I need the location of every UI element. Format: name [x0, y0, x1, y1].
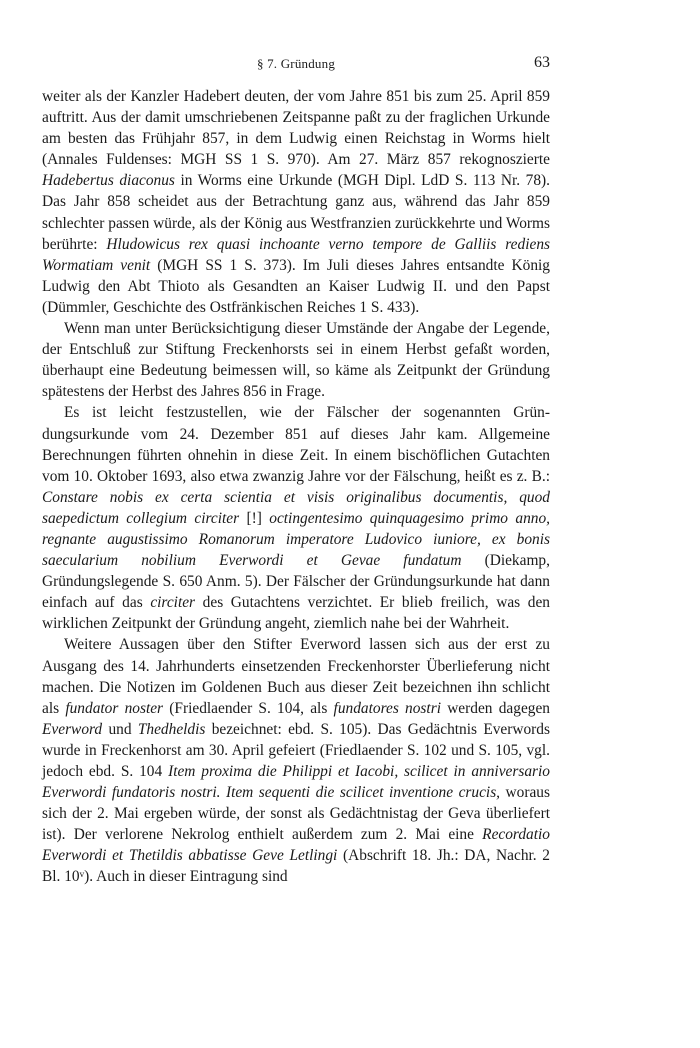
- italic-text-segment: fundatores nostri: [333, 699, 441, 717]
- italic-text-segment: Recordatio Everwordi et Thetildis abbatisse Geve Letlingi: [42, 826, 550, 865]
- text-segment: (Friedlaender S. 104, als: [163, 699, 334, 717]
- italic-text-segment: Constare nobis ex certa scientia et visis originalibus documentis, quod saepedictum collegium circiter: [42, 488, 550, 527]
- text-segment: bezeichnet: ebd. S. 105). Das Gedächtnis Everwords wurde in Freckenhorst am 30. April gefeiert (Friedlaender S. 102 und S. 105, vgl. jedoch ebd. S. 104: [42, 720, 550, 780]
- text-segment: Es ist leicht festzustellen, wie der Fälscher der sogenannten Gründungsurkunde vom 24. Dezember 851 auf dieses Jahr kam. Allgemeine Berechnungen führten ohnehin in diese Zeit. In einem bischöflichen Gutachten vom 10. Oktober 1693, also etwa zwanzig Jahre vor der Fälschung, heißt es z. B.:: [42, 404, 550, 485]
- text-segment: (MGH SS 1 S. 373). Im Juli dieses Jahres entsandte König Ludwig den Abt Thioto als Gesandten an Kaiser Ludwig II. und den Papst (Dümmler, Geschichte des Ostfränkischen Reiches 1 S. 433).: [42, 256, 550, 316]
- italic-text-segment: Everword: [42, 720, 103, 738]
- text-segment: werden dagegen: [440, 699, 550, 717]
- italic-text-segment: Item proxima die Philippi et Iacobi, scilicet in anniversario Everwordi fundatoris nostri. Item sequenti die scilicet inventione crucis,: [42, 763, 550, 802]
- section-title: § 7. Gründung: [256, 56, 336, 71]
- italic-text-segment: circiter: [150, 594, 196, 612]
- running-header: [42, 54, 550, 74]
- italic-text-segment: octingentesimo quinquagesimo primo anno, regnante augustissimo Romanorum imperatore Ludovico iuniore, ex bonis saecularium nobilium Everwordi et Gevae fundatum: [42, 509, 551, 570]
- body-text: [42, 86, 550, 888]
- paragraph: [42, 634, 550, 887]
- text-segment: woraus sich der 2. Mai ergeben würde, der sonst als Gedächtnistag der Geva überliefert ist). Der verlorene Nekrolog enthielt außerdem zum 2. Mai eine: [42, 784, 550, 844]
- text-segment: (Diekamp, Gründungslegende S. 650 Anm. 5). Der Fälscher der Gründungsurkunde hat dann einfach auf das: [42, 552, 550, 612]
- text-segment: Weitere Aussagen über den Stifter Everword lassen sich aus der erst zu Ausgang des 14. Jahrhunderts einsetzenden Freckenhorster Überlieferung nicht machen. Die Notizen im Goldenen Buch aus dieser Zeit bezeichnen ihn schlicht als: [42, 636, 550, 717]
- text-segment: des Gutachtens verzichtet. Er blieb freilich, was den wirklichen Zeitpunkt der Gründung angeht, ziemlich nahe bei der Wahrheit.: [42, 594, 550, 633]
- text-segment: und: [102, 720, 138, 738]
- italic-text-segment: Thedheldis: [137, 720, 206, 738]
- text-segment: [!]: [239, 509, 270, 527]
- paragraph: [42, 318, 550, 402]
- text-segment: weiter als der Kanzler Hadebert deuten, der vom Jahre 851 bis zum 25. April 859 auftritt. Aus der damit umschriebenen Zeitspanne paßt zu der fraglichen Urkunde am besten das Frühjahr 857, in dem Ludwig einen Reichstag in Worms hielt (Annales Fuldenses: MGH SS 1 S. 970). Am 27. März 857 rekognoszierte: [42, 88, 550, 169]
- paragraph: [42, 402, 550, 634]
- italic-text-segment: Hludowicus rex quasi inchoante verno tempore de Galliis rediens Wormatiam venit: [42, 235, 550, 274]
- text-segment: Wenn man unter Berücksichtigung dieser Umstände der Angabe der Legende, der Entschluß zur Stiftung Freckenhorsts sei in einem Herbst gefaßt worden, überhaupt eine Bedeutung beimessen will, so käme als Zeitpunkt der Gründung spätestens der Herbst des Jahres 856 in Frage.: [42, 320, 550, 401]
- text-segment: in Worms eine Urkunde (MGH Dipl. LdD S. 113 Nr. 78). Das Jahr 858 scheidet aus der Betrachtung ganz aus, während das Jahr 859 schlechter passen würde, als der König aus Westfranzien zurückkehrte und Worms berührte:: [42, 172, 551, 253]
- text-segment: (Abschrift 18. Jh.: DA, Nachr. 2 Bl. 10ᵛ). Auch in dieser Eintragung sind: [42, 847, 550, 886]
- italic-text-segment: Hadebertus diaconus: [42, 172, 175, 190]
- page-number: 63: [534, 54, 550, 71]
- italic-text-segment: fundator noster: [65, 699, 164, 717]
- paragraph: [42, 86, 550, 318]
